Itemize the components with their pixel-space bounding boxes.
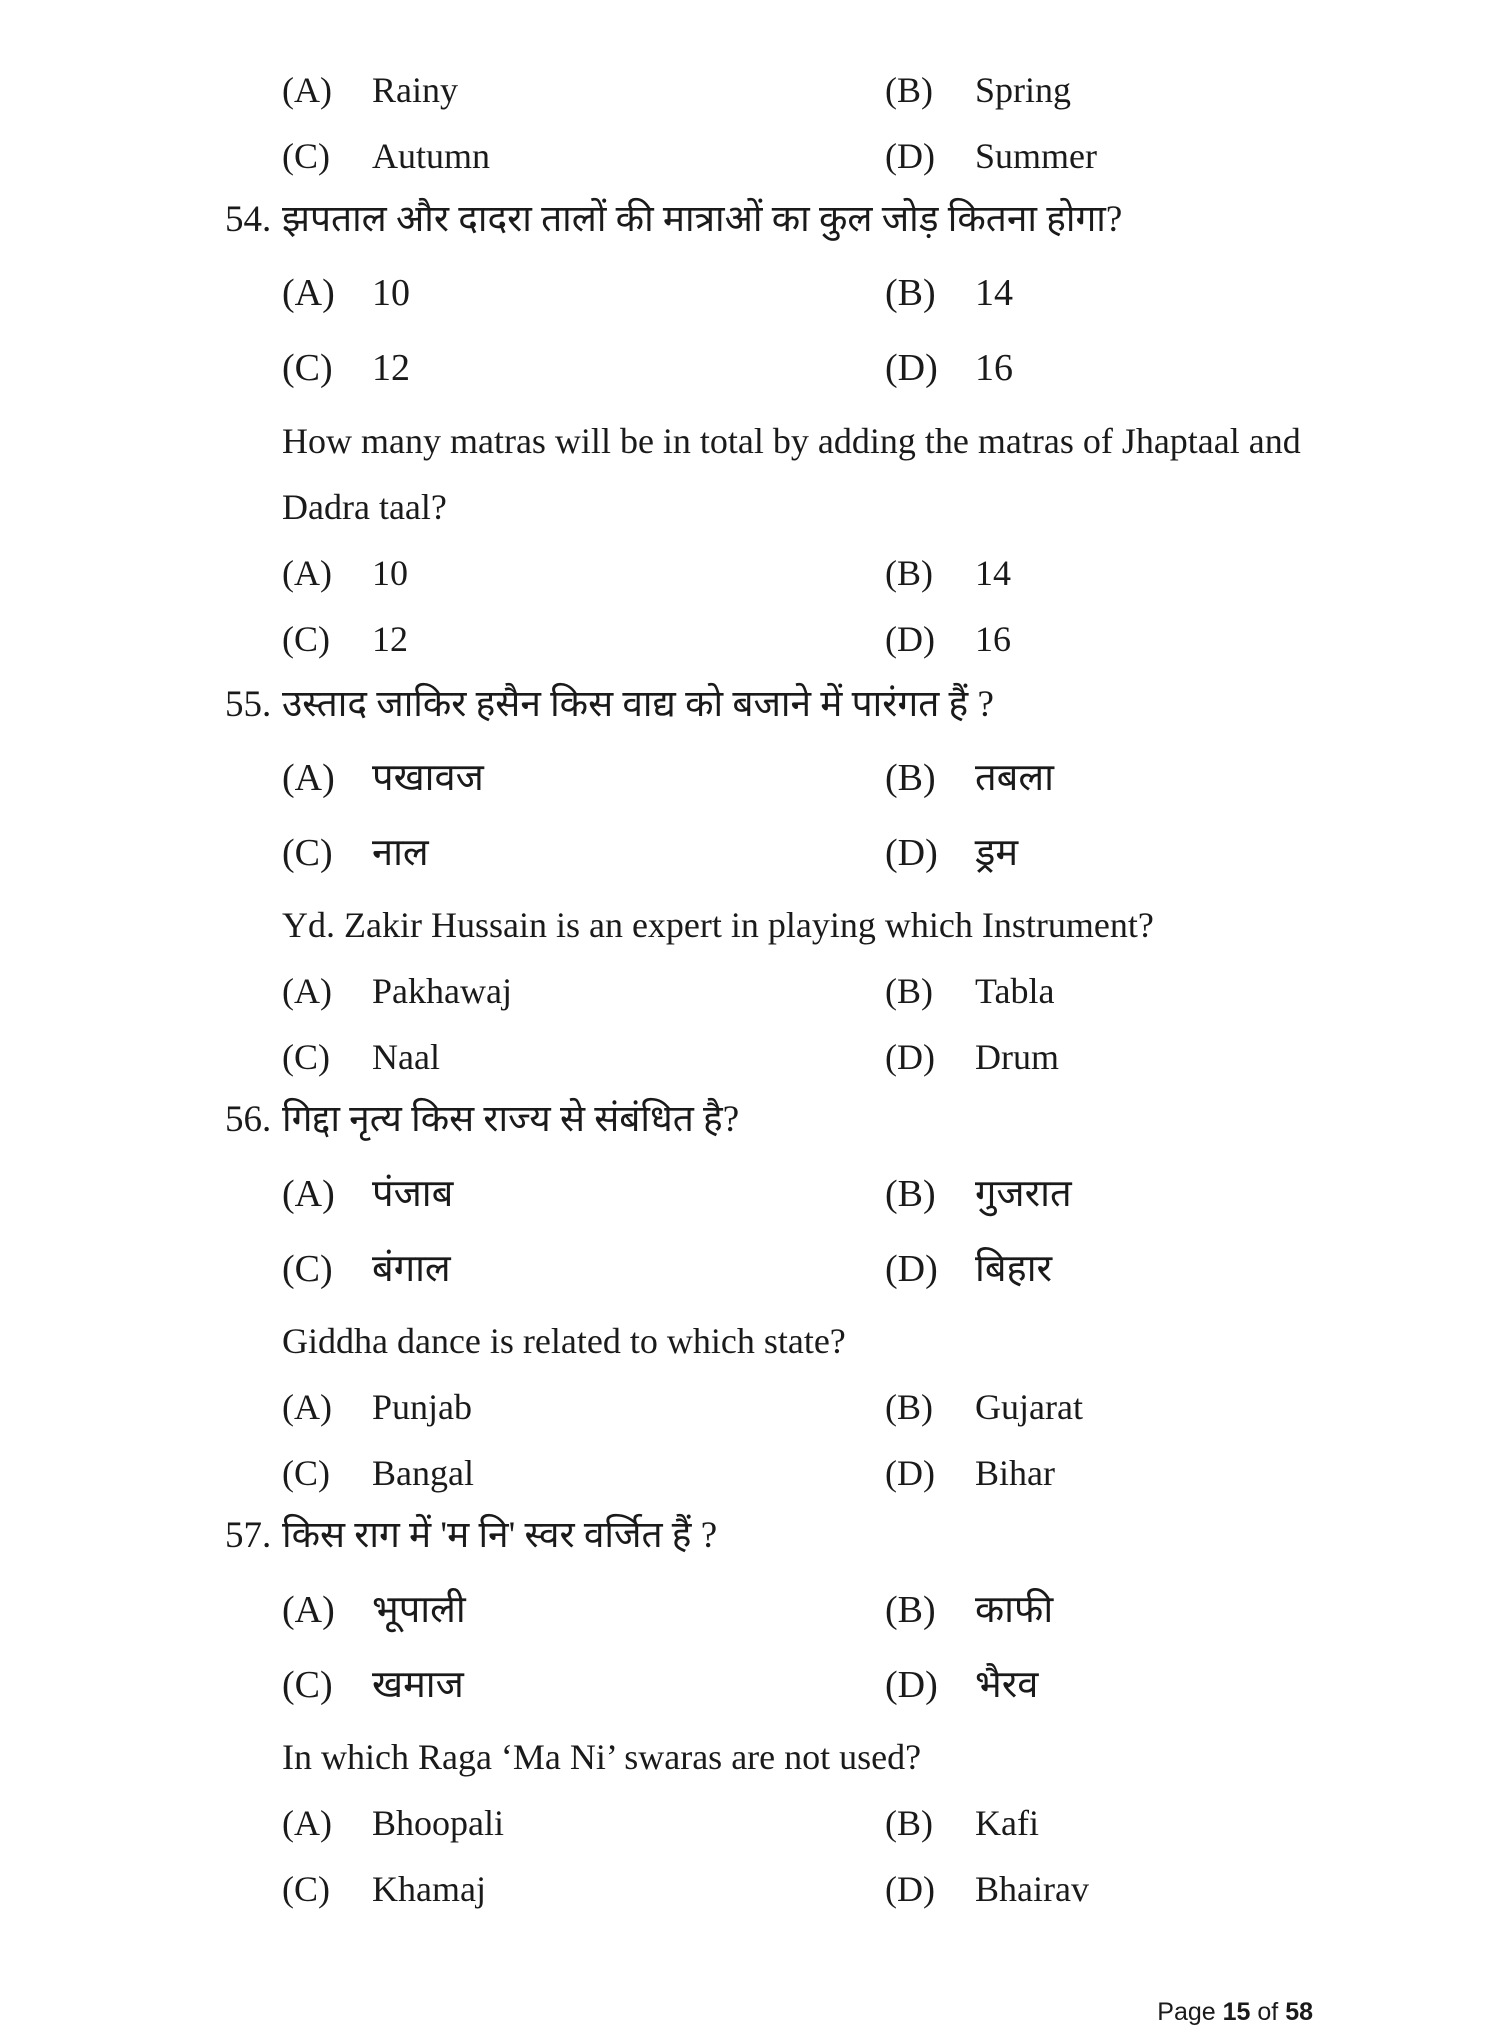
option-label: (D) xyxy=(885,347,938,389)
option-label: (D) xyxy=(885,1248,938,1290)
option-text: Bhairav xyxy=(975,1869,1089,1909)
question-number: 57. xyxy=(225,1515,272,1556)
option-text: काफी xyxy=(975,1589,1054,1631)
option-label: (B) xyxy=(885,553,933,593)
question-number: 54. xyxy=(225,199,272,240)
question-text: उस्ताद जाकिर हसैन किस वाद्य को बजाने में पारंगत हैं ? xyxy=(282,684,994,725)
option-text: Spring xyxy=(975,70,1072,110)
option-text: 14 xyxy=(975,272,1013,314)
option-text: पंजाब xyxy=(372,1173,454,1215)
option-label: (C) xyxy=(282,832,333,874)
option-text: 12 xyxy=(372,619,408,659)
option-label: (C) xyxy=(282,1248,333,1290)
q57-hindi-options-row-2 xyxy=(0,1655,1505,1715)
page-current: 15 xyxy=(1222,1998,1251,2026)
option-text: Pakhawaj xyxy=(372,971,512,1011)
q53-options-row-2 xyxy=(0,126,1505,186)
question-text: गिद्दा नृत्य किस राज्य से संबंधित है? xyxy=(282,1099,740,1140)
q57-english-options-row-1 xyxy=(0,1793,1505,1853)
q54-english-question-line-2: Dadra taal? xyxy=(282,487,447,527)
q56-english-options-row-2 xyxy=(0,1443,1505,1503)
option-text: Summer xyxy=(975,136,1097,176)
page-of: of xyxy=(1250,1998,1286,2026)
option-label: (A) xyxy=(282,70,332,110)
option-label: (B) xyxy=(885,1173,936,1215)
option-text: Rainy xyxy=(372,70,458,110)
q55-english-question: Yd. Zakir Hussain is an expert in playing which Instrument? xyxy=(282,905,1154,945)
question-text: किस राग में 'म नि' स्वर वर्जित हैं ? xyxy=(282,1515,718,1556)
q56-hindi-options-row-1 xyxy=(0,1164,1505,1224)
option-label: (D) xyxy=(885,619,935,659)
option-label: (A) xyxy=(282,1803,332,1843)
option-text: Autumn xyxy=(372,136,491,176)
option-text: भैरव xyxy=(975,1664,1039,1706)
q54-english-options-row-2 xyxy=(0,609,1505,669)
option-label: (C) xyxy=(282,619,330,659)
option-text: Drum xyxy=(975,1037,1059,1077)
option-text: Tabla xyxy=(975,971,1055,1011)
q55-english-options-row-1 xyxy=(0,961,1505,1021)
question-number: 56. xyxy=(225,1099,272,1140)
option-text: Khamaj xyxy=(372,1869,486,1909)
q55-hindi-options-row-1 xyxy=(0,748,1505,808)
option-label: (B) xyxy=(885,971,933,1011)
option-label: (A) xyxy=(282,1173,335,1215)
option-text: Kafi xyxy=(975,1803,1039,1843)
option-label: (C) xyxy=(282,1664,333,1706)
option-text: 12 xyxy=(372,347,410,389)
option-label: (B) xyxy=(885,1589,936,1631)
option-label: (D) xyxy=(885,1037,935,1077)
option-label: (A) xyxy=(282,272,335,314)
option-text: 10 xyxy=(372,272,410,314)
option-label: (B) xyxy=(885,272,936,314)
option-label: (D) xyxy=(885,1453,935,1493)
option-text: Bangal xyxy=(372,1453,474,1493)
option-text: Punjab xyxy=(372,1387,473,1427)
option-label: (C) xyxy=(282,1869,330,1909)
option-label: (B) xyxy=(885,757,936,799)
q55-hindi-options-row-2 xyxy=(0,823,1505,883)
option-text: 14 xyxy=(975,553,1011,593)
page-number xyxy=(1157,1997,1313,2027)
q54-hindi-options-row-2 xyxy=(0,338,1505,398)
option-label: (B) xyxy=(885,1387,933,1427)
option-label: (D) xyxy=(885,1664,938,1706)
option-label: (D) xyxy=(885,136,935,176)
q54-english-options-row-1 xyxy=(0,543,1505,603)
q57-hindi-options-row-1 xyxy=(0,1580,1505,1640)
option-text: ड्रम xyxy=(975,832,1019,874)
option-label: (B) xyxy=(885,1803,933,1843)
q56-english-question: Giddha dance is related to which state? xyxy=(282,1321,846,1361)
option-text: बिहार xyxy=(975,1248,1053,1290)
option-label: (A) xyxy=(282,1387,332,1427)
option-text: Bhoopali xyxy=(372,1803,504,1843)
option-text: पखावज xyxy=(372,757,484,799)
option-label: (C) xyxy=(282,1037,330,1077)
q54-english-question-line-1: How many matras will be in total by adding the matras of Jhaptaal and xyxy=(282,421,1301,461)
option-label: (D) xyxy=(885,1869,935,1909)
option-label: (A) xyxy=(282,1589,335,1631)
page-total: 58 xyxy=(1285,1998,1313,2026)
q57-english-options-row-2 xyxy=(0,1859,1505,1919)
option-text: 10 xyxy=(372,553,408,593)
q53-options-row-1 xyxy=(0,60,1505,120)
q56-hindi-options-row-2 xyxy=(0,1239,1505,1299)
q56-english-options-row-1 xyxy=(0,1377,1505,1437)
option-text: Gujarat xyxy=(975,1387,1083,1427)
option-text: Bihar xyxy=(975,1453,1055,1493)
q57-english-question: In which Raga ‘Ma Ni’ swaras are not used? xyxy=(282,1737,922,1777)
q55-english-options-row-2 xyxy=(0,1027,1505,1087)
option-label: (A) xyxy=(282,553,332,593)
option-label: (B) xyxy=(885,70,933,110)
option-text: खमाज xyxy=(372,1664,464,1706)
option-text: 16 xyxy=(975,347,1013,389)
option-text: बंगाल xyxy=(372,1248,451,1290)
option-text: 16 xyxy=(975,619,1011,659)
option-label: (C) xyxy=(282,1453,330,1493)
option-label: (A) xyxy=(282,757,335,799)
option-text: भूपाली xyxy=(372,1589,466,1631)
option-label: (C) xyxy=(282,347,333,389)
question-number: 55. xyxy=(225,684,272,725)
option-label: (C) xyxy=(282,136,330,176)
option-text: Naal xyxy=(372,1037,440,1077)
option-text: गुजरात xyxy=(975,1173,1072,1215)
page-prefix: Page xyxy=(1157,1998,1223,2026)
question-text: झपताल और दादरा तालों की मात्राओं का कुल जोड़ कितना होगा? xyxy=(282,199,1123,240)
option-text: तबला xyxy=(975,757,1054,799)
q54-hindi-options-row-1 xyxy=(0,263,1505,323)
option-text: नाल xyxy=(372,832,429,874)
option-label: (D) xyxy=(885,832,938,874)
option-label: (A) xyxy=(282,971,332,1011)
